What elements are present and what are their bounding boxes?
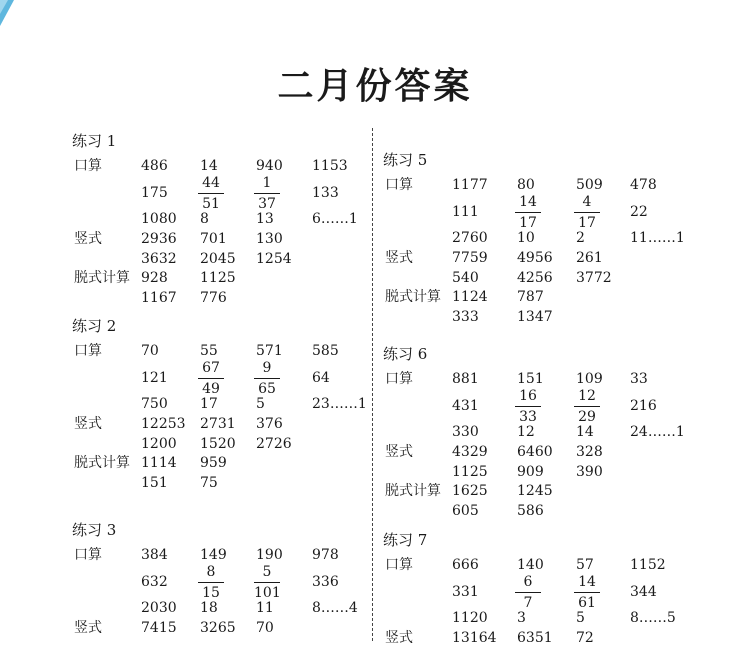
fraction-denominator: 17 <box>519 215 537 231</box>
fraction-answer <box>254 565 280 601</box>
kousuan-answer: 5 <box>256 396 265 412</box>
fraction-numerator: 4 <box>582 194 592 210</box>
kousuan-answer: 80 <box>517 177 535 193</box>
kousuan-answer: 571 <box>256 343 283 359</box>
fraction-denominator: 101 <box>254 585 281 601</box>
tuoshi-answer: 151 <box>141 475 168 491</box>
fraction-denominator: 33 <box>519 409 537 425</box>
shushi-label: 竖式 <box>74 231 102 247</box>
fraction-bar <box>198 582 224 583</box>
kousuan-answer: 330 <box>452 424 479 440</box>
fraction-denominator: 65 <box>258 381 276 397</box>
shushi-answer: 70 <box>256 620 274 636</box>
kousuan-answer: 585 <box>312 343 339 359</box>
kousuan-answer: 666 <box>452 557 479 573</box>
kousuan-answer: 190 <box>256 547 283 563</box>
kousuan-answer: 486 <box>141 158 168 174</box>
shushi-answer: 7415 <box>141 620 177 636</box>
kousuan-answer: 57 <box>576 557 594 573</box>
kousuan-answer: 149 <box>200 547 227 563</box>
kousuan-answer: 133 <box>312 185 339 201</box>
fraction-answer <box>574 389 600 425</box>
kousuan-answer: 175 <box>141 185 168 201</box>
fraction-bar <box>254 582 280 583</box>
kousuan-answer: 750 <box>141 396 168 412</box>
shushi-answer: 7759 <box>452 250 488 266</box>
shushi-label: 竖式 <box>385 250 413 266</box>
shushi-answer: 6460 <box>517 444 553 460</box>
kousuan-answer: 109 <box>576 371 603 387</box>
shushi-answer: 701 <box>200 231 227 247</box>
fraction-answer <box>515 389 541 425</box>
fraction-answer <box>198 176 224 212</box>
exercise-heading: 练习 1 <box>72 132 117 150</box>
kousuan-answer: 13 <box>256 211 274 227</box>
tuoshi-answer: 1245 <box>517 483 553 499</box>
fraction-answer <box>198 565 224 601</box>
fraction-answer <box>574 195 600 231</box>
shushi-answer: 2936 <box>141 231 177 247</box>
fraction-bar <box>254 193 280 194</box>
kousuan-answer: 14 <box>576 424 594 440</box>
fraction-bar <box>574 592 600 593</box>
shushi-answer: 2045 <box>200 251 236 267</box>
fraction-numerator: 6 <box>523 574 533 590</box>
kousuan-answer: 5 <box>576 610 585 626</box>
shushi-answer: 4329 <box>452 444 488 460</box>
fraction-answer <box>515 575 541 611</box>
fraction-numerator: 67 <box>202 360 220 376</box>
fraction-numerator: 12 <box>578 388 596 404</box>
tuoshi-answer: 776 <box>200 290 227 306</box>
kousuan-answer: 344 <box>630 584 657 600</box>
kousuan-answer: 64 <box>312 370 330 386</box>
kousuan-answer: 216 <box>630 398 657 414</box>
shushi-answer: 130 <box>256 231 283 247</box>
shushi-answer: 13164 <box>452 630 497 646</box>
shushi-label: 竖式 <box>74 416 102 432</box>
kousuan-answer: 140 <box>517 557 544 573</box>
fraction-bar <box>574 406 600 407</box>
kousuan-answer: 2760 <box>452 230 488 246</box>
tuoshi-answer: 1167 <box>141 290 177 306</box>
kousuan-answer: 1153 <box>312 158 348 174</box>
shushi-answer: 909 <box>517 464 544 480</box>
shushi-answer: 6351 <box>517 630 553 646</box>
kousuan-answer: 8 <box>200 211 209 227</box>
shushi-answer: 2731 <box>200 416 236 432</box>
tuoshi-answer: 787 <box>517 289 544 305</box>
kousuan-answer: 1120 <box>452 610 488 626</box>
kousuan-answer: 111 <box>452 204 479 220</box>
fraction-numerator: 14 <box>519 194 537 210</box>
kousuan-answer: 978 <box>312 547 339 563</box>
shushi-answer: 1200 <box>141 436 177 452</box>
exercise-heading: 练习 5 <box>383 151 428 169</box>
kousuan-answer: 2030 <box>141 600 177 616</box>
kousuan-answer: 55 <box>200 343 218 359</box>
kousuan-answer: 6……1 <box>312 211 358 227</box>
kousuan-label: 口算 <box>74 158 102 174</box>
kousuan-label: 口算 <box>74 547 102 563</box>
fraction-bar <box>515 406 541 407</box>
kousuan-answer: 22 <box>630 204 648 220</box>
corner-decoration <box>0 0 16 30</box>
fraction-denominator: 29 <box>578 409 596 425</box>
fraction-bar <box>198 193 224 194</box>
exercise-heading: 练习 3 <box>72 521 117 539</box>
column-divider <box>372 128 373 641</box>
fraction-answer <box>198 361 224 397</box>
shushi-answer: 12253 <box>141 416 186 432</box>
tuoshi-answer: 959 <box>200 455 227 471</box>
fraction-numerator: 9 <box>262 360 272 376</box>
kousuan-answer: 336 <box>312 574 339 590</box>
tuoshi-answer: 1347 <box>517 309 553 325</box>
kousuan-answer: 17 <box>200 396 218 412</box>
tuoshi-answer: 605 <box>452 503 479 519</box>
fraction-numerator: 14 <box>578 574 596 590</box>
shushi-answer: 1125 <box>452 464 488 480</box>
fraction-numerator: 44 <box>202 175 220 191</box>
fraction-bar <box>515 592 541 593</box>
tuoshi-answer: 928 <box>141 270 168 286</box>
kousuan-answer: 151 <box>517 371 544 387</box>
kousuan-answer: 881 <box>452 371 479 387</box>
kousuan-answer: 431 <box>452 398 479 414</box>
kousuan-label: 口算 <box>385 557 413 573</box>
fraction-denominator: 7 <box>523 595 533 611</box>
fraction-numerator: 5 <box>262 564 272 580</box>
kousuan-answer: 478 <box>630 177 657 193</box>
tuoshi-label: 脱式计算 <box>74 455 130 471</box>
tuoshi-label: 脱式计算 <box>385 483 441 499</box>
fraction-bar <box>515 212 541 213</box>
kousuan-label: 口算 <box>74 343 102 359</box>
exercise-heading: 练习 7 <box>383 531 428 549</box>
tuoshi-answer: 1625 <box>452 483 488 499</box>
kousuan-answer: 1152 <box>630 557 666 573</box>
shushi-answer: 3632 <box>141 251 177 267</box>
shushi-answer: 540 <box>452 270 479 286</box>
page-title: 二月份答案 <box>277 66 473 107</box>
shushi-answer: 328 <box>576 444 603 460</box>
tuoshi-answer: 333 <box>452 309 479 325</box>
tuoshi-answer: 1124 <box>452 289 488 305</box>
tuoshi-answer: 586 <box>517 503 544 519</box>
tuoshi-label: 脱式计算 <box>74 270 130 286</box>
shushi-label: 竖式 <box>385 444 413 460</box>
kousuan-answer: 70 <box>141 343 159 359</box>
fraction-answer <box>515 195 541 231</box>
kousuan-answer: 632 <box>141 574 168 590</box>
fraction-numerator: 16 <box>519 388 537 404</box>
kousuan-answer: 121 <box>141 370 168 386</box>
kousuan-answer: 11 <box>256 600 274 616</box>
tuoshi-answer: 1125 <box>200 270 236 286</box>
kousuan-answer: 940 <box>256 158 283 174</box>
shushi-answer: 376 <box>256 416 283 432</box>
shushi-answer: 3265 <box>200 620 236 636</box>
kousuan-answer: 12 <box>517 424 535 440</box>
fraction-denominator: 51 <box>202 196 220 212</box>
shushi-answer: 2726 <box>256 436 292 452</box>
fraction-denominator: 61 <box>578 595 596 611</box>
shushi-answer: 1520 <box>200 436 236 452</box>
fraction-numerator: 1 <box>262 175 272 191</box>
fraction-answer <box>254 176 280 212</box>
shushi-label: 竖式 <box>74 620 102 636</box>
exercise-heading: 练习 6 <box>383 345 428 363</box>
shushi-answer: 4256 <box>517 270 553 286</box>
exercise-heading: 练习 2 <box>72 317 117 335</box>
fraction-bar <box>198 378 224 379</box>
kousuan-answer: 331 <box>452 584 479 600</box>
kousuan-answer: 2 <box>576 230 585 246</box>
kousuan-answer: 14 <box>200 158 218 174</box>
shushi-label: 竖式 <box>385 630 413 646</box>
kousuan-answer: 8……4 <box>312 600 358 616</box>
fraction-numerator: 8 <box>206 564 216 580</box>
fraction-answer <box>574 575 600 611</box>
kousuan-label: 口算 <box>385 177 413 193</box>
kousuan-label: 口算 <box>385 371 413 387</box>
kousuan-answer: 10 <box>517 230 535 246</box>
kousuan-answer: 11……1 <box>630 230 685 246</box>
kousuan-answer: 24……1 <box>630 424 685 440</box>
shushi-answer: 1254 <box>256 251 292 267</box>
kousuan-answer: 8……5 <box>630 610 676 626</box>
shushi-answer: 261 <box>576 250 603 266</box>
kousuan-answer: 18 <box>200 600 218 616</box>
kousuan-answer: 1177 <box>452 177 488 193</box>
tuoshi-label: 脱式计算 <box>385 289 441 305</box>
tuoshi-answer: 1114 <box>141 455 177 471</box>
fraction-denominator: 17 <box>578 215 596 231</box>
kousuan-answer: 509 <box>576 177 603 193</box>
shushi-answer: 390 <box>576 464 603 480</box>
kousuan-answer: 3 <box>517 610 526 626</box>
kousuan-answer: 23……1 <box>312 396 367 412</box>
fraction-bar <box>574 212 600 213</box>
fraction-denominator: 15 <box>202 585 220 601</box>
tuoshi-answer: 75 <box>200 475 218 491</box>
fraction-answer <box>254 361 280 397</box>
fraction-bar <box>254 378 280 379</box>
shushi-answer: 3772 <box>576 270 612 286</box>
fraction-denominator: 37 <box>258 196 276 212</box>
kousuan-answer: 33 <box>630 371 648 387</box>
shushi-answer: 4956 <box>517 250 553 266</box>
kousuan-answer: 1080 <box>141 211 177 227</box>
shushi-answer: 72 <box>576 630 594 646</box>
fraction-denominator: 49 <box>202 381 220 397</box>
kousuan-answer: 384 <box>141 547 168 563</box>
